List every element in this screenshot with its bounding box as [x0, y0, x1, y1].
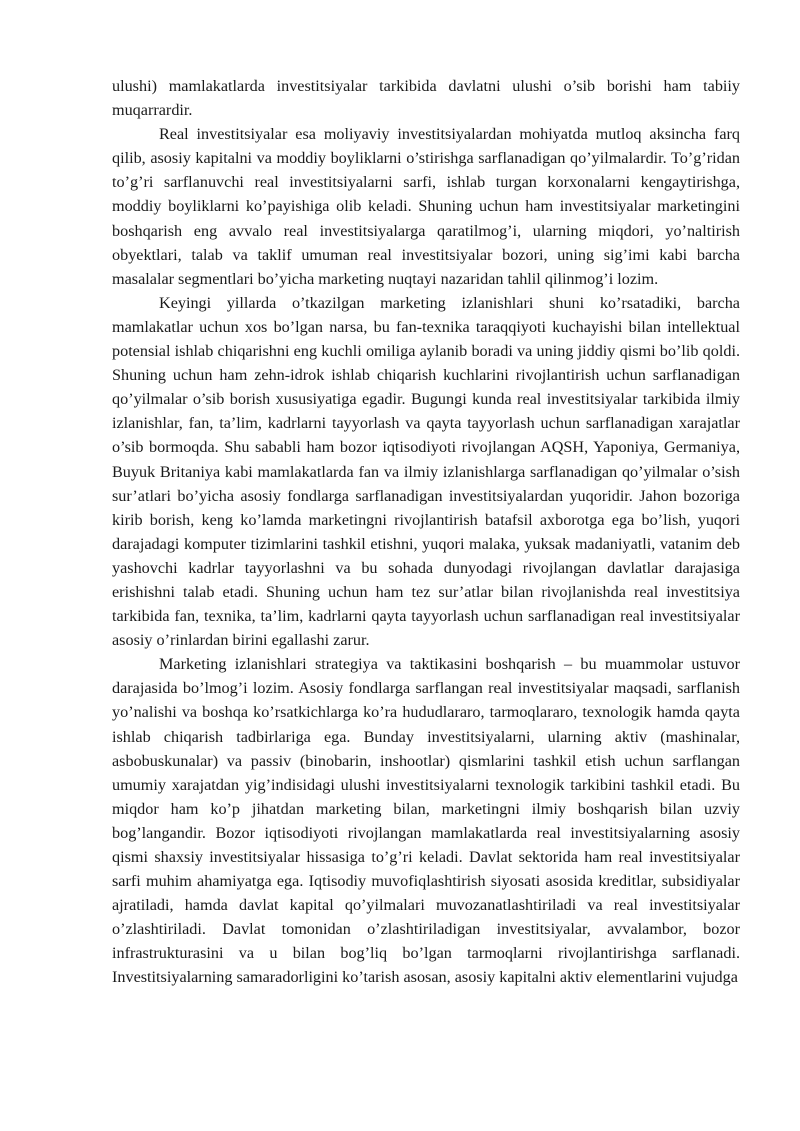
- paragraph-continuation: ulushi) mamlakatlarda investitsiyalar tarkibida davlatni ulushi o’sib borishi ham tabiiy muqarrardir.: [112, 77, 740, 120]
- paragraph-real-investments: Real investitsiyalar esa moliyaviy investitsiyalardan mohiyatda mutloq aksincha farq qilib, asosiy kapitalni va moddiy boyliklarni o’stirishga sarflanadigan qo’yilmalardir. To’g’ridan to’g’ri sarflanuvchi real investitsiyalarni sarfi, ishlab turgan korxonalarni kengaytirishga, moddiy boyliklarni ko’payishiga olib keladi. Shuning uchun ham investitsiyalar marketingini boshqarish eng avvalo real investitsiyalarga qaratilmog’i, ularning miqdori, yo’naltirish obyektlari, talab va taklif umuman real investitsiyalar bozori, uning sig’imi kabi barcha masalalar segmentlari bo’yicha marketing nuqtayi nazaridan tahlil qilinmog’i lozim.: [112, 125, 740, 288]
- document-page: [112, 74, 740, 990]
- paragraph-marketing-research: Keyingi yillarda o’tkazilgan marketing izlanishlari shuni ko’rsatadiki, barcha mamlakatlar uchun xos bo’lgan narsa, bu fan-texnika taraqqiyoti kuchayishi bilan intellektual potensial ishlab chiqarishni eng kuchli omiliga aylanib boradi va uning jiddiy qismi bo’lib qoldi. Shuning uchun ham zehn-idrok ishlab chiqarish kuchlarini rivojlantirish uchun sarflanadigan qo’yilmalar o’sib borish xususiyatiga egadir. Bugungi kunda real investitsiyalar tarkibida ilmiy izlanishlar, fan, ta’lim, kadrlarni tayyorlash va qayta tayyorlash uchun sarflanadigan xarajatlar o’sib bormoqda. Shu sababli ham bozor iqtisodiyoti rivojlangan AQSH, Yaponiya, Germaniya, Buyuk Britaniya kabi mamlakatlarda fan va ilmiy izlanishlarga sarflanadigan qo’yilmalar o’sish sur’atlari bo’yicha asosiy fondlarga sarflanadigan investitsiyalardan yuqoridir. Jahon bozoriga kirib borish, keng ko’lamda marketingni rivojlantirish batafsil axborotga ega bo’lish, yuqori darajadagi komputer tizimlarini tashkil etishni, yuqori malaka, yuksak madaniyatli, vatanim deb yashovchi kadrlar tayyorlashni va bu sohada dunyodagi rivojlangan davlatlar darajasiga erishishni talab etadi. Shuning uchun ham tez sur’atlar bilan rivojlanishda real investitsiya tarkibida fan, texnika, ta’lim, kadrlarni qayta tayyorlash uchun sarflanadigan real investitsiyalar asosiy o’rinlardan birini egallashi zarur.: [112, 293, 740, 650]
- paragraph-strategy-management: Marketing izlanishlari strategiya va taktikasini boshqarish – bu muammolar ustuvor darajasida bo’lmog’i lozim. Asosiy fondlarga sarflangan real investitsiyalar maqsadi, sarflanish yo’nalishi va boshqa ko’rsatkichlarga ko’ra hududlararo, tarmoqlararo, texnologik hamda qayta ishlab chiqarish tadbirlariga ega. Bunday investitsiyalarni, ularning aktiv (mashinalar, asbobuskunalar) va passiv (binobarin, inshootlar) qismlarini tashkil etish uchun sarflangan umumiy xarajatdan yig’indisidagi ulushi investitsiyalarni texnologik tarkibini tashkil etadi. Bu miqdor ham ko’p jihatdan marketing bilan, marketingni ilmiy boshqarish bilan uzviy bog’langandir. Bozor iqtisodiyoti rivojlangan mamlakatlarda real investitsiyalarning asosiy qismi shaxsiy investitsiyalar hissasiga to’g’ri keladi. Davlat sektorida ham real investitsiyalar sarfi muhim ahamiyatga ega. Iqtisodiy muvofiqlashtirish siyosati asosida kreditlar, subsidiyalar ajratiladi, hamda davlat kapital qo’yilmalari muvozanatlashtiriladi va real investitsiyalar o’zlashtiriladi. Davlat tomonidan o’zlashtiriladigan investitsiyalar, avvalambor, bozor infrastrukturasini va u bilan bog’liq bo’lgan tarmoqlarni rivojlantirishga sarflanadi. Investitsiyalarning samaradorligini ko’tarish asosan, asosiy kapitalni aktiv elementlarini vujudga: [112, 655, 740, 987]
